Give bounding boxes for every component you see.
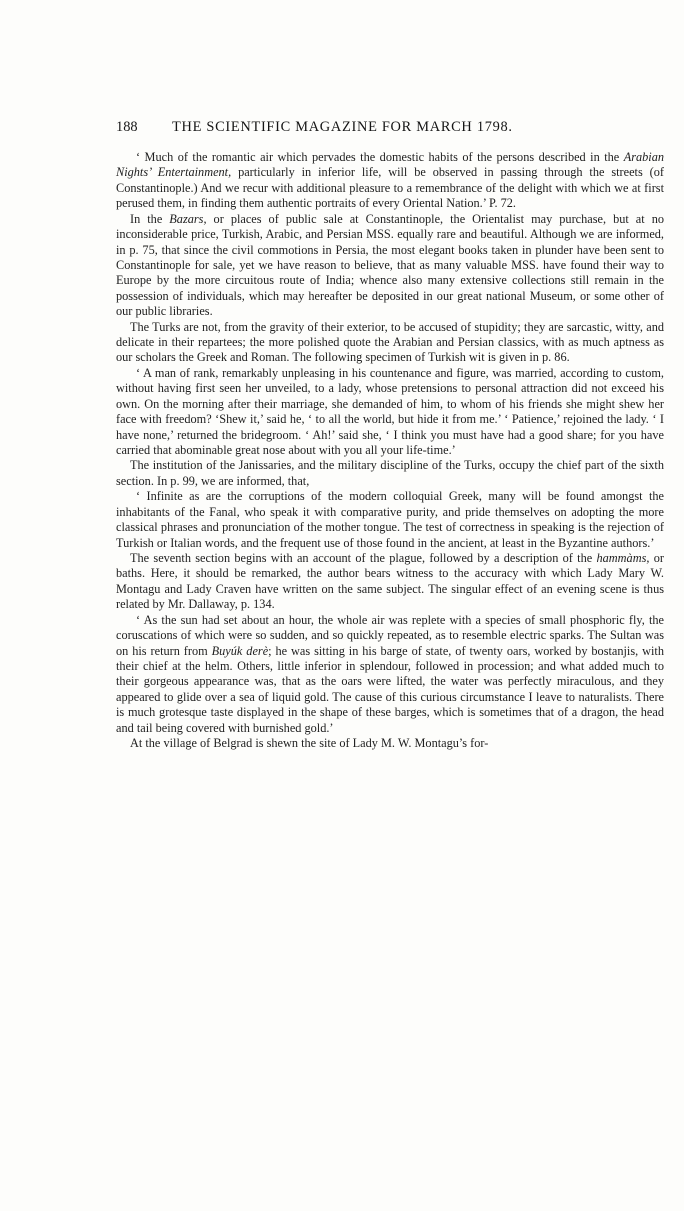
page-number: 188 <box>116 119 138 135</box>
italic-text: Bazars, <box>169 211 207 226</box>
text-run: particularly in inferior life, will be observed in passing through the streets (of Constantinople.) And we recur with additional pleasure to a remembrance of the delight with which we at first perused them, in finding them authentic portraits of every Oriental Nation.’ P. 72. <box>116 165 664 211</box>
running-title: THE SCIENTIFIC MAGAZINE FOR MARCH 1798. <box>172 119 513 135</box>
italic-text: hammàms, <box>596 550 650 565</box>
text-run: ; he was sitting in his barge of state, of twenty oars, worked by bostanjis, with their chief at the helm. Others, little inferior in splendour, followed in procession; and what added much to their gorgeous appearance was, that as the oars were lifted, the water was perfectly miraculous, and they appeared to glide over a sea of liquid gold. The cause of this curious circumstance I leave to naturalists. There is much grotesque taste displayed in the shape of these barges, which is sometimes that of a dragon, the head and tail being covered with burnished gold.’ <box>116 643 664 735</box>
body-paragraph <box>116 736 664 751</box>
body-paragraph <box>116 458 664 489</box>
text-run: In the <box>130 211 170 226</box>
text-run: At the village of Belgrad is shewn the site of Lady M. W. Montagu’s for- <box>130 736 489 751</box>
body-paragraph <box>116 320 664 366</box>
text-run: ‘ Much of the romantic air which pervades the domestic habits of the persons described in the <box>136 150 624 164</box>
quoted-paragraph <box>116 613 664 736</box>
running-head <box>116 119 682 139</box>
body-paragraph <box>116 551 664 613</box>
italic-text: Buyúk derè <box>211 643 269 658</box>
italic-text: Arabian Nights’ Entertainment, <box>116 150 664 180</box>
quoted-paragraph <box>116 366 664 459</box>
body-paragraph <box>116 212 664 320</box>
text-run: The seventh section begins with an account of the plague, followed by a description of the <box>130 550 597 565</box>
article-body <box>116 150 664 751</box>
text-run: or baths. Here, it should be remarked, the author bears witness to the accuracy with which Lady Mary W. Montagu and Lady Craven have written on the same subject. The singular effect of an evening scene is thus related by Mr. Dallaway, p. 134. <box>116 550 664 612</box>
quoted-paragraph <box>116 150 664 212</box>
text-run: ‘ As the sun had set about an hour, the whole air was replete with a species of small phosphoric fly, the coruscations of which were so sudden, and so quickly repeated, as to resemble electric sparks. The Sultan was on his return from <box>116 612 664 658</box>
text-run: ‘ Infinite as are the corruptions of the modern colloquial Greek, many will be found amongst the inhabitants of the Fanal, who speak it with comparative purity, and pride themselves on adopting the more classical phrases and pronunciation of the mother tongue. The test of correctness in speaking is the rejection of Turkish or Italian words, and the frequent use of those found in the ancient, at least in the Byzantine authors.’ <box>116 489 664 550</box>
text-run: The institution of the Janissaries, and the military discipline of the Turks, occupy the chief part of the sixth section. In p. 99, we are informed, that, <box>116 458 664 488</box>
text-run: or places of public sale at Constantinople, the Orientalist may purchase, but at no inconsiderable price, Turkish, Arabic, and Persian MSS. equally rare and beautiful. Although we are informed, in p. 75, that since the civil commotions in Persia, the most elegant books taken in plunder have been sent to Constantinople for sale, yet we have reason to believe, that as many valuable MSS. have found their way to Europe by the more circuitous route of India; whence also many extensive collections still remain in the possession of individuals, which may hereafter be deposited in our great national Museum, or some other of our public libraries. <box>116 211 664 319</box>
text-run: The Turks are not, from the gravity of their exterior, to be accused of stupidity; they are sarcastic, witty, and delicate in their repartees; the more polished quote the Arabian and Persian classics, with as much aptness as our scholars the Greek and Roman. The following specimen of Turkish wit is given in p. 86. <box>116 319 664 365</box>
text-run: ‘ A man of rank, remarkably unpleasing in his countenance and figure, was married, according to custom, without having first seen her unveiled, to a lady, whose pretensions to personal attraction did not exceed his own. On the morning after their marriage, she demanded of him, to whom of his friends she might shew her face with freedom? ‘Shew it,’ said he, ‘ to all the world, but hide it from me.’ ‘ Patience,’ rejoined the lady. ‘ I have none,’ returned the bridegroom. ‘ Ah!’ said she, ‘ I think you must have had a good share; for you have carried that abominable great nose about with you all your life-time.’ <box>116 365 664 458</box>
quoted-paragraph <box>116 489 664 551</box>
